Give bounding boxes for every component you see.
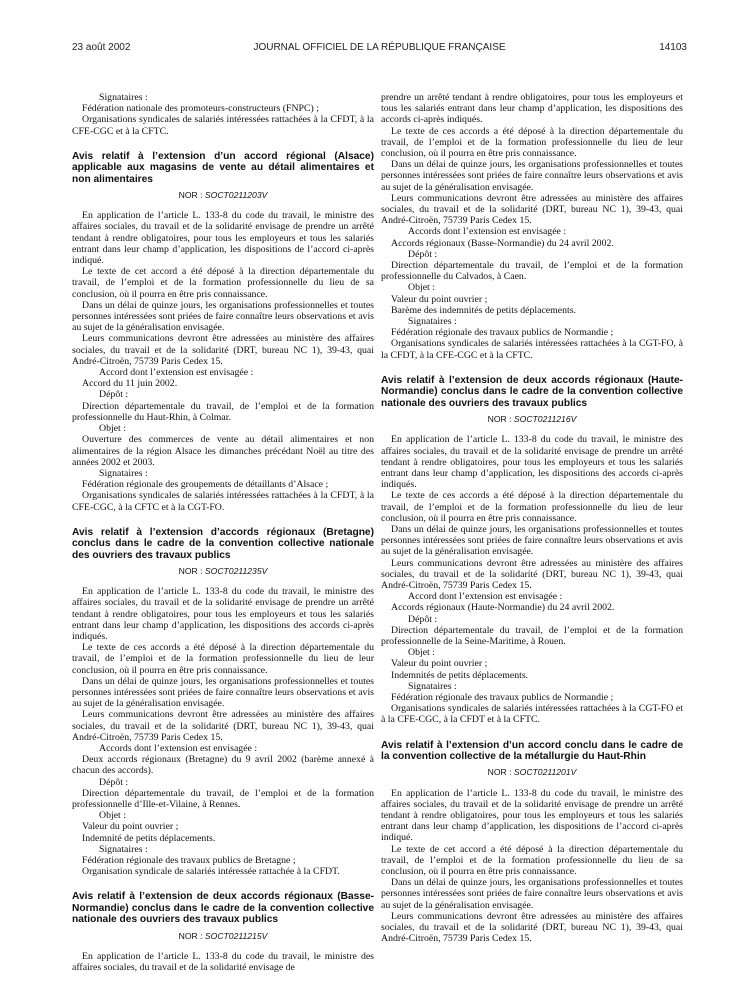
paragraph: Accords régionaux (Haute-Normandie) du 24 avril 2002. <box>391 602 615 614</box>
paragraph: Le texte de ces accords a été déposé à la direction départementale du travail, de l’emploi et de la formation professionnelle du lieu de leur conclusion, où il pourra en être pris connaissance. <box>381 125 683 160</box>
paragraph: En application de l’article L. 133-8 du code du travail, le ministre des affaires sociales, du travail et de la solidarité envisage de prendre un arrêté tendant à rendre obligatoires, pour tous les employeurs et tous les salariés entrant dans leur champ d’application, les dispositions de l’accord ci-après indiqué. <box>381 787 683 844</box>
paragraph: Accord dont l’extension est envisagée : <box>99 367 254 379</box>
paragraph: Signataires : <box>99 467 148 479</box>
paragraph: Deux accords régionaux (Bretagne) du 9 avril 2002 (barème annexé à chacun des accords). <box>72 754 374 777</box>
header-title: JOURNAL OFFICIEL DE LA RÉPUBLIQUE FRANÇAISE <box>253 42 506 53</box>
paragraph: Organisations syndicales de salariés intéressées rattachées à la CFDT, à la CFE-CGC et à la CFTC. <box>72 114 374 137</box>
paragraph: Accords dont l’extension est envisagée : <box>99 742 258 754</box>
paragraph: Direction départementale du travail, de l’emploi et de la formation professionnelle du Calvados, à Caen. <box>381 260 683 283</box>
paragraph: Fédération régionale des travaux publics de Normandie ; <box>391 691 614 703</box>
notice-title: Avis relatif à l’extension d’un accord conclu dans le cadre de la convention collective de la métallurgie du Haut-Rhin <box>381 739 683 762</box>
paragraph: Dans un délai de quinze jours, les organisations professionnelles et toutes personnes intéressées sont priées de faire connaître leurs observations et avis au sujet de la généralisation envisagée. <box>72 675 374 710</box>
paragraph: Objet : <box>408 282 435 294</box>
nor-reference <box>381 767 683 778</box>
paragraph: Direction départementale du travail, de l’emploi et de la formation professionnelle de la Seine-Maritime, à Rouen. <box>381 624 683 647</box>
paragraph: Dépôt : <box>99 776 129 788</box>
nor-reference <box>381 414 683 425</box>
nor-code: SOCT0211235V <box>204 565 268 576</box>
paragraph: Organisations syndicales de salariés intéressées rattachées à la CGT-FO et à la CFE-CGC, à la CFDT et à la CFTC. <box>381 703 683 726</box>
nor-code: SOCT0211215V <box>204 930 268 941</box>
paragraph: Le texte de cet accord a été déposé à la direction départementale du travail, de l’emploi et de la formation professionnelle du lieu de sa conclusion, où il pourra en être pris connaissance. <box>72 266 374 300</box>
paragraph: En application de l’article L. 133-8 du code du travail, le ministre des affaires sociales, du travail et de la solidarité envisage de prendre un arrêté tendant à rendre obligatoires, pour tous les employeurs et tous les salariés entrant dans leur champ d’application, les dispositions des accords ci-après indiqués. <box>381 434 683 491</box>
nor-label: NOR : <box>178 930 205 941</box>
paragraph: Indemnité de petits déplacements. <box>82 832 216 844</box>
paragraph: Valeur du point ouvrier ; <box>391 658 488 670</box>
nor-label: NOR : <box>178 565 205 576</box>
nor-label: NOR : <box>487 767 514 778</box>
paragraph: En application de l’article L. 133-8 du code du travail, le ministre des affaires sociales, du travail et de la solidarité envisage de <box>72 950 374 974</box>
paragraph: Barème des indemnités de petits déplacements. <box>391 304 576 316</box>
paragraph: Le texte de cet accord a été déposé à la direction départementale du travail, de l’emploi et de la formation professionnelle du lieu de sa conclusion, où il pourra en être pris connaissance. <box>381 843 683 878</box>
notice-title: Avis relatif à l’extension de deux accords régionaux (Haute-Normandie) conclus dans le cadre de la convention collective nationale des ouvriers des travaux publics <box>381 374 683 409</box>
paragraph: Signataires : <box>99 843 148 855</box>
paragraph: Leurs communications devront être adressées au ministère des affaires sociales, du travail et de la solidarité (DRT, bureau NC 1), 39-43, quai André-Citroën, 75739 Paris Cedex 15. <box>381 910 683 945</box>
paragraph: Direction départementale du travail, de l’emploi et de la formation professionnelle d’Ille-et-Vilaine, à Rennes. <box>72 787 374 810</box>
paragraph: Organisations syndicales de salariés intéressées rattachées à la CFDT, à la CFE-CGC, à la CFTC et à la CGT-FO. <box>72 490 374 513</box>
paragraph: Dépôt : <box>99 389 129 401</box>
paragraph: Leurs communications devront être adressées au ministère des affaires sociales, du travail et de la solidarité (DRT, bureau NC 1), 39-43, quai André-Citroën, 75739 Paris Cedex 15. <box>381 557 683 591</box>
paragraph: Objet : <box>99 810 126 822</box>
paragraph: Signataires : <box>99 92 148 103</box>
paragraph: Accords régionaux (Basse-Normandie) du 24 avril 2002. <box>391 237 614 249</box>
paragraph: prendre un arrêté tendant à rendre obligatoires, pour tous les employeurs et tous les salariés entrant dans leur champ d’application, les dispositions des accords ci-après indiqués. <box>381 92 683 126</box>
paragraph: Valeur du point ouvrier ; <box>391 293 488 305</box>
paragraph: Accord du 11 juin 2002. <box>82 378 178 390</box>
paragraph: Dans un délai de quinze jours, les organisations professionnelles et toutes personnes intéressées sont priées de faire connaître leurs observations et avis au sujet de la généralisation envisagée. <box>72 299 374 334</box>
nor-reference <box>72 931 374 942</box>
paragraph: Indemnités de petits déplacements. <box>391 669 529 681</box>
paragraph: Dans un délai de quinze jours, les organisations professionnelles et toutes personnes intéressées sont priées de faire connaître leurs observations et avis au sujet de la généralisation envisagée. <box>381 523 683 558</box>
paragraph: Direction départementale du travail, de l’emploi et de la formation professionnelle du Haut-Rhin, à Colmar. <box>72 400 374 423</box>
paragraph: Fédération régionale des travaux publics de Bretagne ; <box>82 855 296 867</box>
header-date: 23 août 2002 <box>72 42 131 53</box>
paragraph: Dans un délai de quinze jours, les organisations professionnelles et toutes personnes intéressées sont priées de faire connaître leurs observations et avis au sujet de la généralisation envisagée. <box>381 877 683 911</box>
paragraph: Objet : <box>99 423 126 435</box>
page-header <box>72 42 687 58</box>
notice-title: Avis relatif à l’extension d’un accord régional (Alsace) applicable aux magasins de vente au détail alimentaires et non alimentaires <box>72 150 374 185</box>
nor-code: SOCT0211203V <box>204 190 268 201</box>
page-number: 14103 <box>659 42 687 53</box>
paragraph: Dans un délai de quinze jours, les organisations professionnelles et toutes personnes intéressées sont priées de faire connaître leurs observations et avis au sujet de la généralisation envisagée. <box>381 159 683 193</box>
paragraph: Fédération nationale des promoteurs-constructeurs (FNPC) ; <box>82 103 319 115</box>
paragraph: Objet : <box>408 647 435 659</box>
nor-reference <box>72 190 374 201</box>
paragraph: Accord dont l’extension est envisagée : <box>408 591 563 603</box>
paragraph: Signataires : <box>408 316 457 328</box>
paragraph: Organisation syndicale de salariés intéressée rattachée à la CFDT. <box>82 866 340 878</box>
paragraph: Leurs communications devront être adressées au ministère des affaires sociales, du travail et de la solidarité (DRT, bureau NC 1), 39-43, quai André-Citroën, 75739 Paris Cedex 15. <box>72 709 374 743</box>
paragraph: Le texte de ces accords a été déposé à la direction départementale du travail, de l’emploi et de la formation professionnelle du lieu de leur conclusion, où il pourra en être pris connaissance. <box>381 490 683 524</box>
paragraph: En application de l’article L. 133-8 du code du travail, le ministre des affaires sociales, du travail et de la solidarité envisage de prendre un arrêté tendant à rendre obligatoires, pour tous les employeurs et tous les salariés entrant dans leur champ d’application, les dispositions de l’accord ci-après indiqué. <box>72 210 374 267</box>
paragraph: Signataires : <box>408 680 457 692</box>
nor-label: NOR : <box>487 414 514 425</box>
paragraph: En application de l’article L. 133-8 du code du travail, le ministre des affaires sociales, du travail et de la solidarité envisage de prendre un arrêté tendant à rendre obligatoires, pour tous les employeurs et tous les salariés entrant dans leur champ d’application, les dispositions des accords ci-après indiqués. <box>72 586 374 642</box>
nor-label: NOR : <box>178 190 205 201</box>
paragraph: Dépôt : <box>408 248 438 260</box>
paragraph: Fédération régionale des travaux publics de Normandie ; <box>391 327 614 339</box>
nor-code: SOCT0211216V <box>513 414 577 425</box>
notice-title: Avis relatif à l’extension de deux accords régionaux (Basse-Normandie) conclus dans le cadre de la convention collective nationale des ouvriers des travaux publics <box>72 891 374 926</box>
nor-reference <box>72 566 374 577</box>
paragraph: Ouverture des commerces de vente au détail alimentaires et non alimentaires de la région Alsace les dimanches précédant Noël au titre des années 2002 et 2003. <box>72 434 374 468</box>
paragraph: Organisations syndicales de salariés intéressées rattachées à la CGT-FO, à la CFDT, à la CFE-CGC et à la CFTC. <box>381 338 683 361</box>
paragraph: Leurs communications devront être adressées au ministère des affaires sociales, du travail et de la solidarité (DRT, bureau NC 1), 39-43, quai André-Citroën, 75739 Paris Cedex 15. <box>72 333 374 367</box>
paragraph: Valeur du point ouvrier ; <box>82 821 179 833</box>
left-column <box>72 92 374 982</box>
paragraph: Dépôt : <box>408 613 438 625</box>
paragraph: Leurs communications devront être adressées au ministère des affaires sociales, du travail et de la solidarité (DRT, bureau NC 1), 39-43, quai André-Citroën, 75739 Paris Cedex 15. <box>381 192 683 227</box>
paragraph: Le texte de ces accords a été déposé à la direction départementale du travail, de l’emploi et de la formation professionnelle du lieu de leur conclusion, où il pourra en être pris connaissance. <box>72 642 374 676</box>
notice-title: Avis relatif à l’extension d’accords régionaux (Bretagne) conclus dans le cadre de la convention collective nationale des ouvriers des travaux publics <box>72 526 374 561</box>
paragraph: Fédération régionale des groupements de détaillants d’Alsace ; <box>82 479 329 491</box>
right-column <box>381 92 683 982</box>
paragraph: Accords dont l’extension est envisagée : <box>408 226 567 238</box>
nor-code: SOCT0211201V <box>513 767 577 778</box>
